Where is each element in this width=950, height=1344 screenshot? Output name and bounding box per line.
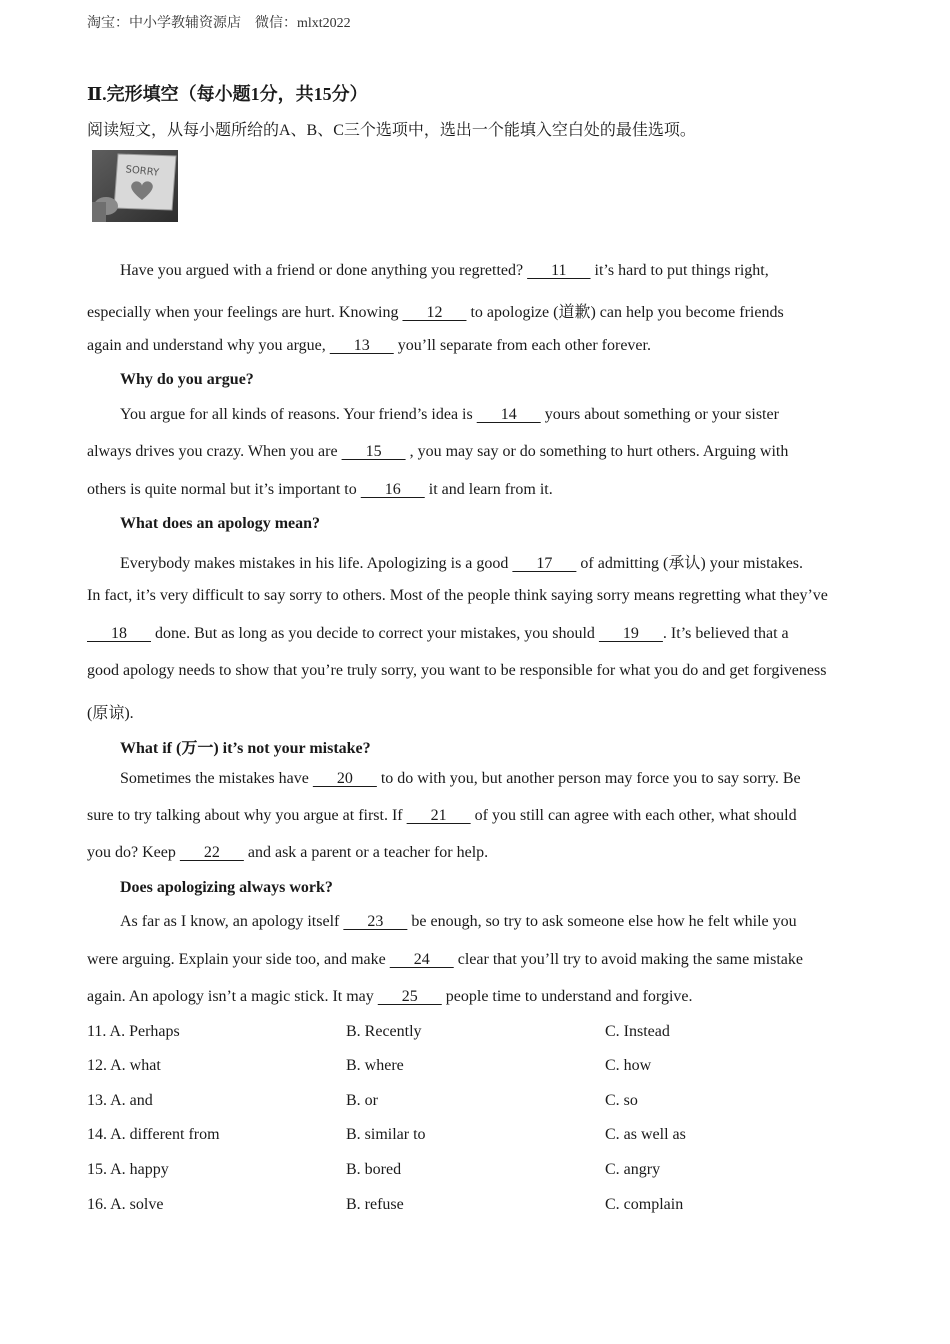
passage-line: especially when your feelings are hurt. Knowing 12 to apologize (道歉) can help you become friends — [87, 304, 784, 321]
blank-15: 15 — [341, 443, 406, 460]
subheading-always-work: Does apologizing always work? — [120, 879, 333, 896]
options-row-15 — [87, 1161, 887, 1183]
passage-line: good apology needs to show that you’re truly sorry, you want to be responsible for what you do and get forgiveness — [87, 662, 827, 679]
subheading-apology-mean: What does an apology mean? — [120, 515, 321, 532]
sorry-text: SORRY — [124, 164, 160, 179]
blank-16: 16 — [360, 481, 425, 498]
blank-21: 21 — [406, 807, 471, 824]
option-b: B. Recently — [346, 1023, 422, 1040]
options-row-12 — [87, 1057, 887, 1079]
option-b: B. bored — [346, 1161, 402, 1178]
passage-line: (原谅). — [87, 705, 134, 722]
option-c: C. how — [605, 1057, 652, 1074]
subheading-not-your-mistake: What if (万一) it’s not your mistake? — [120, 740, 371, 757]
passage-line: you do? Keep 22 and ask a parent or a teacher for help. — [87, 844, 489, 861]
blank-12: 12 — [402, 304, 467, 321]
option-c: C. angry — [605, 1161, 661, 1178]
passage-line: again and understand why you argue, 13 you’ll separate from each other forever. — [87, 337, 651, 354]
option-a: 13. A. and — [87, 1092, 153, 1109]
sorry-note-image — [92, 150, 178, 222]
blank-13: 13 — [329, 337, 394, 354]
blank-19: 19 — [598, 625, 663, 642]
options-row-14 — [87, 1126, 887, 1148]
blank-11: 11 — [527, 262, 591, 279]
options-row-13 — [87, 1092, 887, 1114]
blank-24: 24 — [389, 951, 454, 968]
option-a: 15. A. happy — [87, 1161, 169, 1178]
section-title: Ⅱ.完形填空（每小题1分，共15分） — [87, 84, 368, 104]
option-a: 14. A. different from — [87, 1126, 220, 1143]
instructions: 阅读短文，从每小题所给的A、B、C三个选项中，选出一个能填入空白处的最佳选项。 — [87, 122, 696, 139]
subheading-why: Why do you argue? — [120, 371, 254, 388]
passage-line: You argue for all kinds of reasons. Your friend’s idea is 14 yours about something or your sister — [120, 406, 779, 423]
option-a: 12. A. what — [87, 1057, 161, 1074]
option-b: B. where — [346, 1057, 404, 1074]
passage-line: As far as I know, an apology itself 23 be enough, so try to ask someone else how he felt while you — [120, 913, 797, 930]
blank-18: 18 — [87, 625, 151, 642]
passage-line: again. An apology isn’t a magic stick. It may 25 people time to understand and forgive. — [87, 988, 693, 1005]
blank-14: 14 — [476, 406, 541, 423]
passage-line: sure to try talking about why you argue at first. If 21 of you still can agree with each other, what should — [87, 807, 797, 824]
passage-line: were arguing. Explain your side too, and make 24 clear that you’ll try to avoid making the same mistake — [87, 951, 803, 968]
passage-line: 18 done. But as long as you decide to correct your mistakes, you should 19 . It’s believed that a — [87, 625, 789, 642]
option-c: C. so — [605, 1092, 638, 1109]
passage-line: always drives you crazy. When you are 15 , you may say or do something to hurt others. Arguing with — [87, 443, 789, 460]
passage-line: Have you argued with a friend or done anything you regretted? 11 it’s hard to put things right, — [120, 262, 769, 279]
blank-22: 22 — [179, 844, 244, 861]
blank-23: 23 — [343, 913, 408, 930]
option-a: 16. A. solve — [87, 1196, 164, 1213]
blank-20: 20 — [312, 770, 377, 787]
passage-line: others is quite normal but it’s important to 16 it and learn from it. — [87, 481, 553, 498]
passage-line: In fact, it’s very difficult to say sorry to others. Most of the people think saying sorry means regretting what they’ve — [87, 587, 828, 604]
blank-17: 17 — [512, 555, 577, 572]
option-a: 11. A. Perhaps — [87, 1023, 180, 1040]
option-b: B. or — [346, 1092, 378, 1109]
option-c: C. Instead — [605, 1023, 670, 1040]
options-row-16 — [87, 1196, 887, 1218]
option-b: B. refuse — [346, 1196, 404, 1213]
option-b: B. similar to — [346, 1126, 426, 1143]
page-header: 淘宝：中小学教辅资源店 微信：mlxt2022 — [87, 16, 351, 31]
passage-line: Everybody makes mistakes in his life. Apologizing is a good 17 of admitting (承认) your mistakes. — [120, 555, 804, 572]
options-row-11 — [87, 1023, 887, 1045]
option-c: C. complain — [605, 1196, 684, 1213]
option-c: C. as well as — [605, 1126, 686, 1143]
blank-25: 25 — [377, 988, 442, 1005]
passage-line: Sometimes the mistakes have 20 to do with you, but another person may force you to say sorry. Be — [120, 770, 801, 787]
